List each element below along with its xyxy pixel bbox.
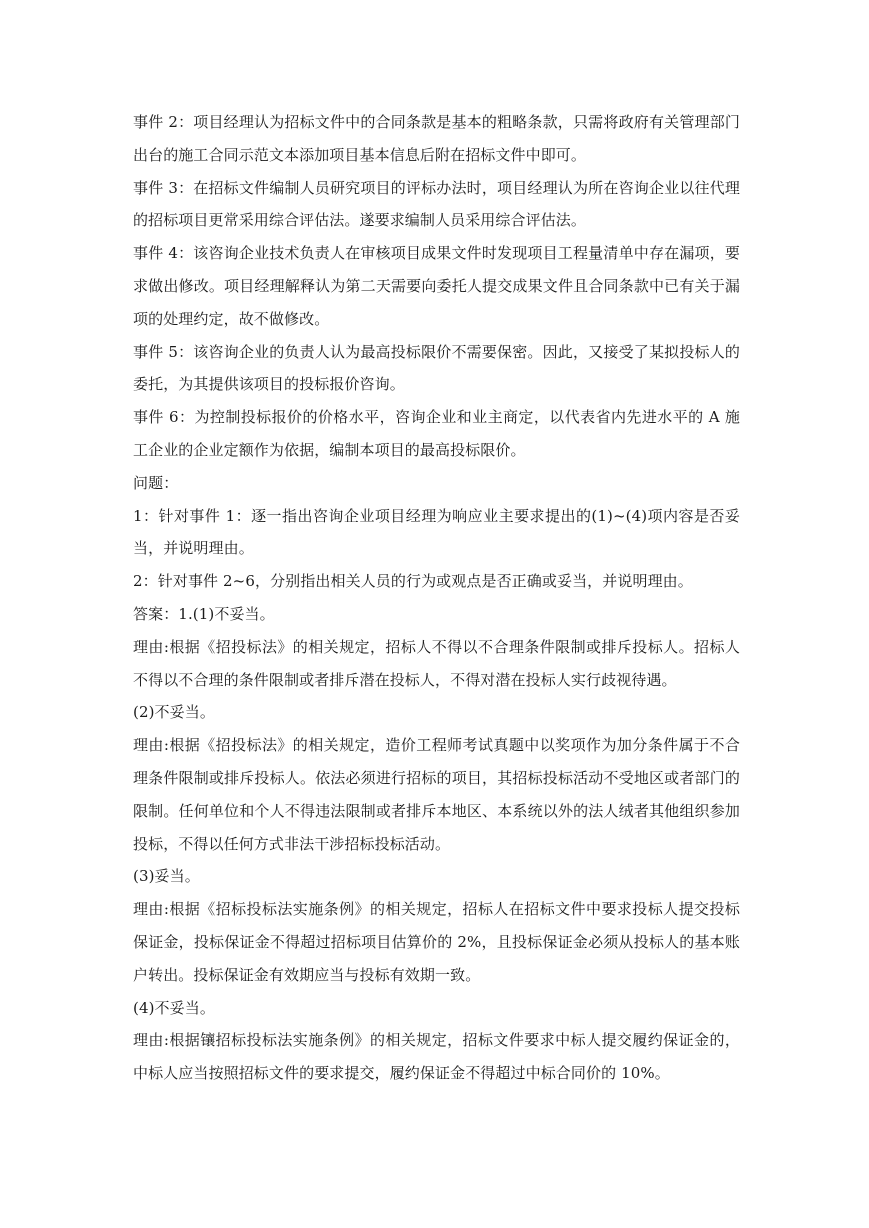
paragraph-event-4: 事件 4：该咨询企业技术负责人在审核项目成果文件时发现项目工程量清单中存在漏项，要求做出修改。项目经理解释认为第二天需要向委托人提交成果文件且合同条款中已有关于漏项的处理约定，故不做修改。 [133,244,740,328]
answer-4-reason: 理由:根据镶招标投标法实施条例》的相关规定，招标文件要求中标人提交履约保证金的，中标人应当按照招标文件的要求提交，履约保证金不得超过中标合同价的 10%。 [133,1031,740,1083]
question-2: 2：针对事件 2~6，分别指出相关人员的行为或观点是否正确或妥当，并说明理由。 [133,572,693,591]
answer-3-reason: 理由:根据《招标投标法实施条例》的相关规定，招标人在招标文件中要求投标人提交投标保证金，投标保证金不得超过招标项目估算价的 2%，且投标保证金必须从投标人的基本账户转出。投标保证金有效期应当与投标有效期一致。 [133,900,740,984]
answer-4-verdict: (4)不妥当。 [133,998,215,1017]
answer-1-reason: 理由:根据《招投标法》的相关规定，招标人不得以不合理条件限制或排斥投标人。招标人不得以不合理的条件限制或者排斥潜在投标人，不得对潜在投标人实行歧视待遇。 [133,637,740,689]
paragraph-event-3: 事件 3：在招标文件编制人员研究项目的评标办法时，项目经理认为所在咨询企业以往代理的招标项目更常采用综合评估法。遂要求编制人员采用综合评估法。 [133,178,740,230]
answer-heading: 答案：1.(1)不妥当。 [133,604,275,623]
paragraph-event-5: 事件 5：该咨询企业的负责人认为最高投标限价不需要保密。因此，又接受了某拟投标人的委托，为其提供该项目的投标报价咨询。 [133,342,740,394]
answer-3-verdict: (3)妥当。 [133,867,200,886]
answer-2-verdict: (2)不妥当。 [133,703,215,722]
answer-2-reason: 理由:根据《招投标法》的相关规定，造价工程师考试真题中以奖项作为加分条件属于不合理条件限制或排斥投标人。依法必须进行招标的项目，其招标投标活动不受地区或者部门的限制。任何单位和个人不得违法限制或者排斥本地区、本系统以外的法人绒者其他组织参加投标，不得以任何方式非法干涉招标投标活动。 [133,736,740,853]
paragraph-event-2: 事件 2：项目经理认为招标文件中的合同条款是基本的粗略条款，只需将政府有关管理部门出台的施工合同示范文本添加项目基本信息后附在招标文件中即可。 [133,113,740,164]
paragraph-event-6: 事件 6：为控制投标报价的价格水平，咨询企业和业主商定，以代表省内先进水平的 A 施工企业的企业定额作为依据，编制本项目的最高投标限价。 [133,408,740,459]
question-1: 1：针对事件 1：逐一指出咨询企业项目经理为响应业主要求提出的(1)~(4)项内容是否妥当，并说明理由。 [133,506,740,558]
questions-heading: 问题： [133,473,179,492]
document-body [133,106,740,1090]
